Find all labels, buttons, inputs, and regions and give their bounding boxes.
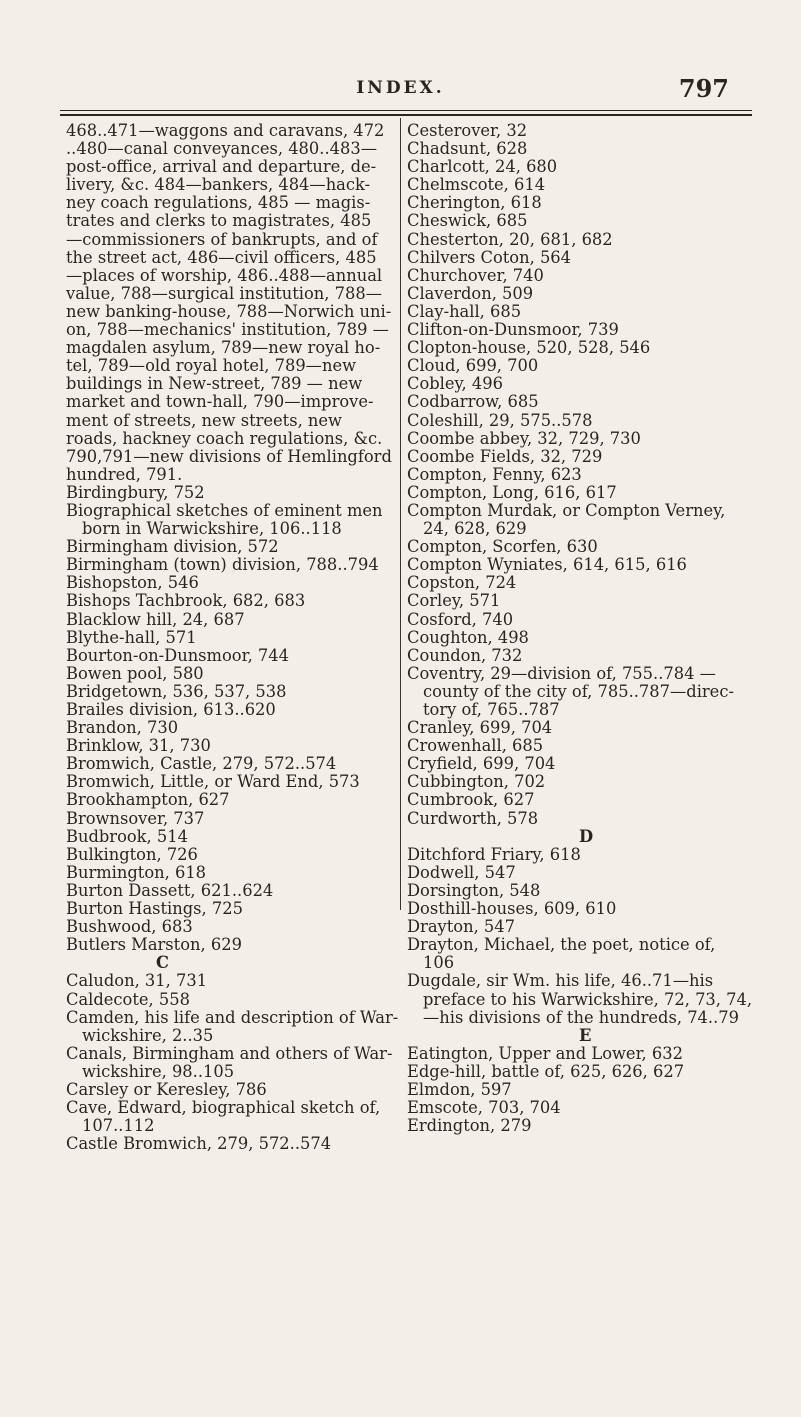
index-entry-line: Clay-hall, 685: [407, 301, 522, 321]
index-entry-line: Crowenhall, 685: [407, 736, 544, 756]
index-entry-line: Coughton, 498: [407, 627, 529, 647]
index-entry-line: buildings in New-street, 789 — new: [66, 374, 363, 394]
header-rule-thin: [60, 110, 752, 111]
index-entry-line: Clopton-house, 520, 528, 546: [407, 338, 651, 358]
index-entry-line: Cesterover, 32: [407, 121, 528, 140]
index-entry-line: 790,791—new divisions of Hemlingford: [66, 446, 392, 466]
index-entry-line: Cobley, 496: [407, 374, 503, 394]
index-entry-line: Bromwich, Little, or Ward End, 573: [66, 772, 360, 792]
index-entry-line: Dosthill-houses, 609, 610: [407, 899, 617, 919]
index-entry-line: ..480—canal conveyances, 480..483—: [66, 139, 377, 159]
index-entry-line: —places of worship, 486..488—annual: [66, 265, 383, 285]
left-column: [66, 121, 399, 1154]
index-entry-line: Compton, Scorfen, 630: [407, 537, 598, 557]
index-entry-line: tel, 789—old royal hotel, 789—new: [66, 356, 357, 376]
index-entry-line: Compton, Long, 616, 617: [407, 482, 617, 502]
index-entry-line: Coventry, 29—division of, 755..784 —: [407, 663, 716, 683]
index-entry-line: Ditchford Friary, 618: [407, 844, 581, 864]
index-entry-line: Coundon, 732: [407, 645, 523, 665]
index-entry-line: Dorsington, 548: [407, 880, 541, 900]
index-entry-line: Bishopston, 546: [66, 573, 199, 593]
index-entry-line: Birmingham division, 572: [66, 537, 279, 557]
page-number: 797: [678, 74, 729, 103]
index-entry-line: Drayton, Michael, the poet, notice of,: [407, 935, 716, 955]
index-entry-line: trates and clerks to magistrates, 485: [66, 211, 372, 231]
index-entry-line: ment of streets, new streets, new: [66, 410, 342, 430]
index-entry-line: the street act, 486—civil officers, 485: [66, 247, 377, 267]
index-entry-line: Charlcott, 24, 680: [407, 157, 558, 177]
index-entry-line: Butlers Marston, 629: [66, 935, 242, 955]
index-entry-line: Bourton-on-Dunsmoor, 744: [66, 645, 289, 665]
index-entry-line: 106: [423, 953, 455, 973]
index-entry-line: Clifton-on-Dunsmoor, 739: [407, 320, 619, 340]
index-entry-line: Chilvers Coton, 564: [407, 247, 572, 267]
column-divider: [400, 118, 401, 910]
index-entry-line: Blacklow hill, 24, 687: [66, 609, 245, 629]
index-entry-line: Cumbrook, 627: [407, 790, 535, 810]
index-entry-line: Biographical sketches of eminent men: [66, 500, 383, 520]
index-entry-line: Brailes division, 613..620: [66, 700, 276, 719]
index-entry-line: Bushwood, 683: [66, 917, 193, 937]
index-entry-line: on, 788—mechanics' institution, 789 —: [66, 320, 389, 340]
index-entry-line: Copston, 724: [407, 573, 517, 593]
index-entry-line: Cherington, 618: [407, 193, 542, 213]
index-entry-line: 468..471—waggons and caravans, 472: [66, 121, 385, 140]
index-entry-line: county of the city of, 785..787—direc-: [423, 681, 734, 701]
index-entry-line: Caldecote, 558: [66, 989, 190, 1009]
index-entry-line: —commissioners of bankrupts, and of: [66, 229, 378, 249]
index-entry-line: Cheswick, 685: [407, 211, 528, 231]
index-entry-line: Brinklow, 31, 730: [66, 736, 211, 756]
index-entry-line: Canals, Birmingham and others of War-: [66, 1043, 393, 1063]
index-entry-line: hundred, 791.: [66, 464, 183, 484]
index-entry-line: market and town-hall, 790—improve-: [66, 392, 374, 412]
index-entry-line: Bishops Tachbrook, 682, 683: [66, 591, 306, 611]
index-entry-line: Bowen pool, 580: [66, 663, 204, 683]
index-entry-line: Compton Wyniates, 614, 615, 616: [407, 555, 687, 575]
index-entry-line: Coleshill, 29, 575..578: [407, 410, 593, 430]
index-entry-line: Churchover, 740: [407, 265, 544, 285]
index-entry-line: Erdington, 279: [407, 1116, 532, 1136]
header-rule-thick: [60, 114, 752, 116]
right-column: [407, 122, 753, 1135]
section-letter: E: [579, 1025, 592, 1045]
index-entry-line: wickshire, 2..35: [82, 1025, 214, 1045]
index-entry-line: new banking-house, 788—Norwich uni-: [66, 301, 392, 321]
index-entry-line: Burmington, 618: [66, 862, 207, 882]
index-entry-line: Blythe-hall, 571: [66, 627, 197, 647]
index-entry-line: Coombe abbey, 32, 729, 730: [407, 428, 641, 448]
running-title: INDEX.: [356, 78, 445, 98]
index-entry-line: wickshire, 98..105: [82, 1061, 235, 1081]
index-entry-line: Cryfield, 699, 704: [407, 754, 556, 774]
index-entry-line: Codbarrow, 685: [407, 392, 539, 412]
index-entry-line: Caludon, 31, 731: [66, 971, 208, 991]
index-entry-line: Curdworth, 578: [407, 808, 539, 828]
index-entry-line: Drayton, 547: [407, 917, 515, 937]
index-entry-line: Bromwich, Castle, 279, 572..574: [66, 754, 337, 774]
index-entry-line: Camden, his life and description of War-: [66, 1007, 399, 1027]
index-entry-line: Burton Dassett, 621..624: [66, 880, 274, 900]
index-entry-line: Bulkington, 726: [66, 844, 198, 864]
index-entry-line: Bridgetown, 536, 537, 538: [66, 681, 287, 701]
index-entry-line: Coombe Fields, 32, 729: [407, 446, 603, 466]
index-entry-line: Burton Hastings, 725: [66, 899, 243, 919]
index-entry-line: Cloud, 699, 700: [407, 356, 539, 376]
index-entry-line: Dugdale, sir Wm. his life, 46..71—his: [407, 971, 714, 991]
index-entry-line: Chadsunt, 628: [407, 139, 528, 159]
index-entry-line: tory of, 765..787: [423, 700, 560, 719]
index-entry-line: Eatington, Upper and Lower, 632: [407, 1043, 683, 1063]
index-entry-line: roads, hackney coach regulations, &c.: [66, 428, 383, 448]
index-entry-line: Elmdon, 597: [407, 1079, 512, 1099]
index-entry-line: Emscote, 703, 704: [407, 1098, 561, 1118]
index-entry-line: post-office, arrival and departure, de-: [66, 157, 377, 177]
index-entry-line: livery, &c. 484—bankers, 484—hack-: [66, 175, 371, 195]
index-entry-line: Chelmscote, 614: [407, 175, 546, 195]
index-entry-line: preface to his Warwickshire, 72, 73, 74,: [423, 989, 753, 1009]
index-entry-line: magdalen asylum, 789—new royal ho-: [66, 338, 381, 358]
index-entry-line: born in Warwickshire, 106..118: [82, 519, 342, 539]
index-entry-line: Birdingbury, 752: [66, 482, 205, 502]
index-entry-line: 107..112: [82, 1116, 155, 1136]
section-letter: C: [156, 953, 169, 973]
index-entry-line: Cubbington, 702: [407, 772, 546, 792]
index-entry-line: 24, 628, 629: [423, 519, 527, 539]
index-entry-line: Castle Bromwich, 279, 572..574: [66, 1134, 332, 1154]
index-entry-line: Compton Murdak, or Compton Verney,: [407, 500, 726, 520]
index-entry-line: Carsley or Keresley, 786: [66, 1079, 267, 1099]
index-entry-line: Cranley, 699, 704: [407, 718, 553, 738]
index-entry-line: Brownsover, 737: [66, 808, 205, 828]
index-entry-line: Brandon, 730: [66, 718, 179, 738]
index-entry-line: Brookhampton, 627: [66, 790, 230, 810]
index-entry-line: ney coach regulations, 485 — magis-: [66, 193, 371, 213]
index-entry-line: Dodwell, 547: [407, 862, 516, 882]
index-entry-line: Birmingham (town) division, 788..794: [66, 555, 379, 575]
index-entry-line: Cosford, 740: [407, 609, 514, 629]
section-letter: D: [579, 826, 594, 846]
index-entry-line: Budbrook, 514: [66, 826, 188, 846]
index-entry-line: Corley, 571: [407, 591, 501, 611]
index-entry-line: Claverdon, 509: [407, 283, 534, 303]
index-entry-line: —his divisions of the hundreds, 74..79: [423, 1007, 739, 1027]
index-entry-line: value, 788—surgical institution, 788—: [66, 283, 382, 303]
index-entry-line: Edge-hill, battle of, 625, 626, 627: [407, 1061, 685, 1081]
index-entry-line: Compton, Fenny, 623: [407, 464, 582, 484]
index-entry-line: Cave, Edward, biographical sketch of,: [66, 1098, 381, 1118]
index-entry-line: Chesterton, 20, 681, 682: [407, 229, 613, 249]
